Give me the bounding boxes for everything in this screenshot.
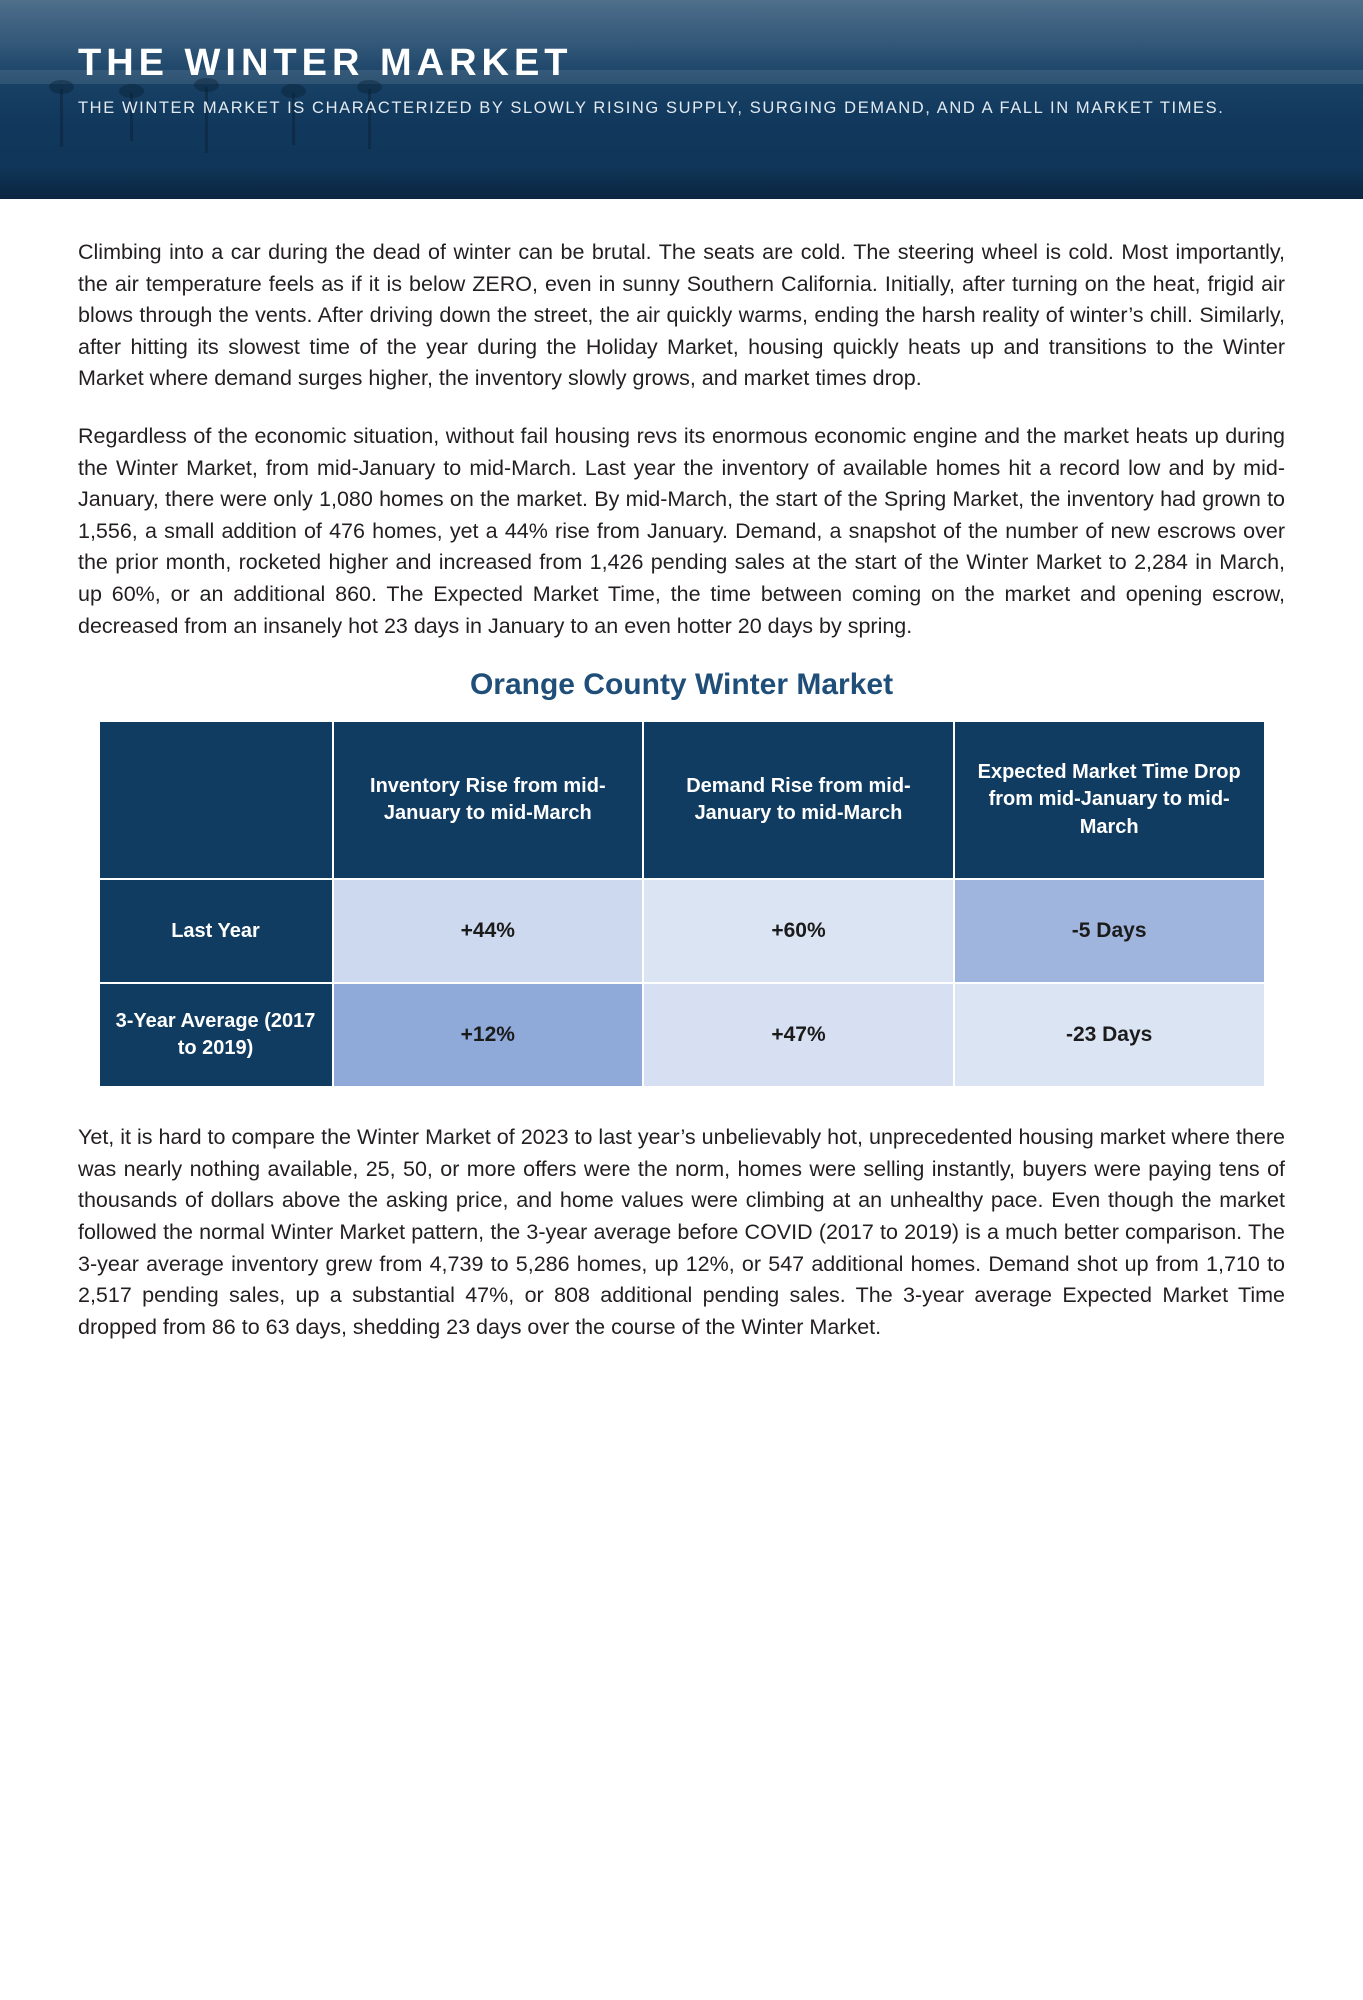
row-label-three-year-average: 3-Year Average (2017 to 2019) xyxy=(99,983,333,1087)
page-title: THE WINTER MARKET xyxy=(78,42,573,84)
page-subtitle: THE WINTER MARKET IS CHARACTERIZED BY SLOWLY RISING SUPPLY, SURGING DEMAND, AND A FALL IN MARKET TIMES. xyxy=(78,98,1225,117)
cell-three-year-demand: +47% xyxy=(643,983,954,1087)
paragraph-1: Climbing into a car during the dead of winter can be brutal. The seats are cold. The steering wheel is cold. Most importantly, the air temperature feels as if it is below ZERO, even in sunny Southern California. Initially, after turning on the heat, frigid air blows through the vents. After driving down the street, the air quickly warms, ending the harsh reality of winter’s chill. Similarly, after hitting its slowest time of the year during the Holiday Market, housing quickly heats up and transitions to the Winter Market where demand surges higher, the inventory slowly grows, and market times drop. xyxy=(78,240,1285,391)
cell-last-year-demand: +60% xyxy=(643,879,954,983)
table-header-row xyxy=(99,721,1265,879)
table-row xyxy=(99,983,1265,1087)
table-header-blank xyxy=(99,721,333,879)
cell-three-year-inventory: +12% xyxy=(333,983,644,1087)
table-title: Orange County Winter Market xyxy=(469,668,894,702)
row-label-last-year: Last Year xyxy=(99,879,333,983)
table-header-market-time-drop: Expected Market Time Drop from mid-January to mid-March xyxy=(954,721,1265,879)
paragraph-2: Regardless of the economic situation, without fail housing revs its enormous economic engine and the market heats up during the Winter Market, from mid-January to mid-March. Last year the inventory of available homes hit a record low and by mid-January, there were only 1,080 homes on the market. By mid-March, the start of the Spring Market, the inventory had grown to 1,556, a small addition of 476 homes, yet a 44% rise from January. Demand, a snapshot of the number of new escrows over the prior month, rocketed higher and increased from 1,426 pending sales at the start of the Winter Market to 2,284 in March, up 60%, or an additional 860. The Expected Market Time, the time between coming on the market and opening escrow, decreased from an insanely hot 23 days in January to an even hotter 20 days by spring. xyxy=(78,423,1285,638)
article-content xyxy=(0,205,1363,1409)
table-row xyxy=(99,879,1265,983)
table-header-inventory-rise: Inventory Rise from mid-January to mid-March xyxy=(333,721,644,879)
table-header-demand-rise: Demand Rise from mid-January to mid-March xyxy=(643,721,954,879)
page-header-banner xyxy=(0,0,1363,205)
winter-market-table-block xyxy=(78,668,1285,1088)
cell-three-year-market-time: -23 Days xyxy=(954,983,1265,1087)
palm-tree-icon xyxy=(60,89,63,147)
orange-county-winter-market-table xyxy=(98,720,1266,1088)
paragraph-3: Yet, it is hard to compare the Winter Market of 2023 to last year’s unbelievably hot, unprecedented housing market where there was nearly nothing available, 25, 50, or more offers were the norm, homes were selling instantly, buyers were paying tens of thousands of dollars above the asking price, and home values were climbing at an unhealthy pace. Even though the market followed the normal Winter Market pattern, the 3-year average before COVID (2017 to 2019) is a much better comparison. The 3-year average inventory grew from 4,739 to 5,286 homes, up 12%, or 547 additional homes. Demand shot up from 1,710 to 2,517 pending sales, up a substantial 47%, or 808 additional pending sales. The 3-year average Expected Market Time dropped from 86 to 63 days, shedding 23 days over the course of the Winter Market. xyxy=(78,1125,1285,1339)
banner-bottom-rule xyxy=(0,199,1363,205)
cell-last-year-inventory: +44% xyxy=(333,879,644,983)
cell-last-year-market-time: -5 Days xyxy=(954,879,1265,983)
